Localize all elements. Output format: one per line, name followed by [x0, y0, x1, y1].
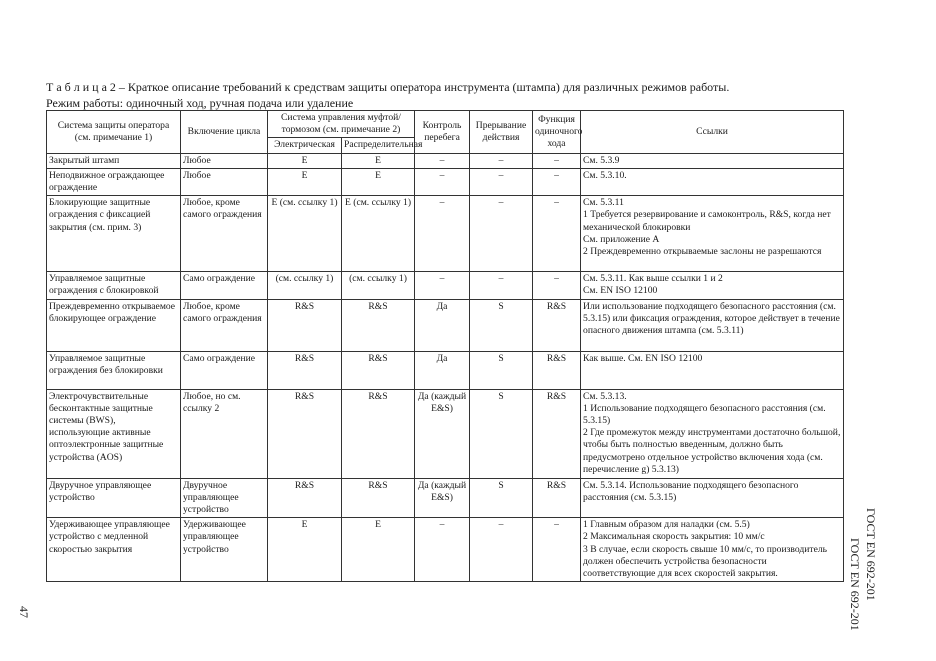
cell-single: –: [533, 168, 581, 195]
cell-system: Преждевременно открываемое блокирующее ограждение: [47, 299, 181, 351]
reference-line: См. 5.3.14. Использование подходящего безопасного расстояния (см. 5.3.15): [583, 479, 799, 503]
reference-line: 1 Использование подходящего безопасного расстояния (см. 5.3.15): [583, 402, 826, 427]
cell-ctrl: –: [415, 518, 470, 582]
cell-single: R&S: [533, 389, 581, 478]
cell-system: Удерживающее управляющее устройство с медленной скоростью закрытия: [47, 518, 181, 582]
cell-references: [581, 168, 844, 195]
reference-line: См. 5.3.10.: [583, 169, 627, 181]
header-distributing: Распределительная: [342, 138, 415, 153]
header-overrun: Контроль перебега: [415, 111, 470, 154]
reference-line: См. 5.3.9: [583, 154, 620, 166]
cell-ctrl: Да: [415, 299, 470, 351]
cell-dist: R&S: [342, 478, 415, 518]
cell-cycle: Само ограждение: [181, 272, 268, 299]
cell-single: –: [533, 272, 581, 299]
cell-cycle: Само ограждение: [181, 351, 268, 389]
table-row: [47, 153, 844, 168]
cell-system: Закрытый штамп: [47, 153, 181, 168]
header-interrupt: Прерывание действия: [470, 111, 533, 154]
header-control-system: Система управления муфтой/тормозом (см. примечание 2): [268, 111, 415, 138]
reference-line: 3 В случае, если скорость свыше 10 мм/с, то производитель должен обеспечить устройства безопасности соответствующие для всех скоростей закрытия.: [583, 543, 828, 580]
cell-references: [581, 299, 844, 351]
cell-el: R&S: [268, 389, 342, 478]
cell-intr: –: [470, 518, 533, 582]
cell-dist: R&S: [342, 351, 415, 389]
reference-line: См. EN ISO 12100: [583, 285, 658, 297]
header-electric: Электрическая: [268, 138, 342, 153]
cell-cycle: Любое: [181, 153, 268, 168]
cell-system: Блокирующие защитные ограждения с фиксацией закрытия (см. прим. 3): [47, 196, 181, 272]
cell-system: Неподвижное ограждающее ограждение: [47, 168, 181, 195]
cell-el: Е: [268, 518, 342, 582]
cell-el: Е: [268, 153, 342, 168]
requirements-table: [46, 110, 844, 582]
cell-single: –: [533, 196, 581, 272]
reference-line: 1 Требуется резервирование и самоконтроль, R&S, когда нет механической блокировки: [583, 209, 831, 233]
cell-cycle: Любое, кроме самого ограждения: [181, 196, 268, 272]
caption-title: Т а б л и ц а 2 – Краткое описание требований к средствам защиты оператора инструмента (штампа) для различных режимов работы.: [46, 80, 730, 94]
cell-single: R&S: [533, 299, 581, 351]
reference-line: Или использование подходящего безопасного расстояния (см. 5.3.15) или фиксация ограждения, которое действует в течение опасного движения штампа (см. 5.3.11): [583, 300, 840, 337]
caption-mode: Режим работы: одиночный ход, ручная подача или удаление: [46, 96, 354, 110]
cell-cycle: Двуручное управляющее устройство: [181, 478, 268, 518]
table-caption: [46, 79, 826, 111]
cell-cycle: Любое, но см. ссылку 2: [181, 389, 268, 478]
cell-intr: –: [470, 168, 533, 195]
table-row: [47, 299, 844, 351]
cell-dist: Е: [342, 518, 415, 582]
standard-label-b: ГОСТ EN 692-201: [864, 508, 878, 601]
table-row: [47, 389, 844, 478]
cell-dist: Е (см. ссылку 1): [342, 196, 415, 272]
cell-dist: R&S: [342, 299, 415, 351]
cell-dist: Е: [342, 153, 415, 168]
page-number: 47: [17, 606, 31, 618]
table-row: [47, 272, 844, 299]
table-row: [47, 168, 844, 195]
cell-system: Электрочувствительные бесконтактные защитные системы (BWS), использующие активные оптоэлектронные защитные устройства (AOS): [47, 389, 181, 478]
cell-intr: –: [470, 272, 533, 299]
cell-system: Двуручное управляющее устройство: [47, 478, 181, 518]
cell-references: [581, 518, 844, 582]
cell-cycle: Любое: [181, 168, 268, 195]
header-single-stroke: Функция одиночного хода: [533, 111, 581, 154]
cell-intr: S: [470, 351, 533, 389]
cell-references: [581, 351, 844, 389]
table-row: [47, 196, 844, 272]
cell-references: [581, 478, 844, 518]
reference-line: Как выше. См. EN ISO 12100: [583, 352, 703, 364]
cell-intr: –: [470, 196, 533, 272]
cell-el: R&S: [268, 299, 342, 351]
cell-ctrl: –: [415, 153, 470, 168]
cell-dist: Е: [342, 168, 415, 195]
cell-system: Управляемое защитные ограждения с блокировкой: [47, 272, 181, 299]
reference-line: 2 Максимальная скорость закрытия: 10 мм/с: [583, 531, 765, 543]
cell-ctrl: –: [415, 168, 470, 195]
cell-intr: S: [470, 478, 533, 518]
standard-label-a: ГОСТ EN 692-201: [848, 538, 862, 631]
cell-dist: (см. ссылку 1): [342, 272, 415, 299]
cell-ctrl: –: [415, 272, 470, 299]
cell-ctrl: Да (каждый E&S): [415, 478, 470, 518]
header-system: Система защиты оператора (см. примечание 1): [47, 111, 181, 154]
cell-references: [581, 153, 844, 168]
cell-el: R&S: [268, 478, 342, 518]
cell-intr: S: [470, 299, 533, 351]
cell-cycle: Любое, кроме самого ограждения: [181, 299, 268, 351]
cell-dist: R&S: [342, 389, 415, 478]
cell-single: –: [533, 153, 581, 168]
cell-cycle: Удерживающее управляющее устройство: [181, 518, 268, 582]
reference-line: См. приложение А: [583, 233, 660, 245]
cell-references: [581, 272, 844, 299]
header-cycle: Включение цикла: [181, 111, 268, 154]
cell-ctrl: Да: [415, 351, 470, 389]
reference-line: См. 5.3.11. Как выше ссылки 1 и 2: [583, 273, 723, 285]
table-row: [47, 478, 844, 518]
table-row: [47, 351, 844, 389]
cell-system: Управляемое защитные ограждения без блокировки: [47, 351, 181, 389]
cell-intr: –: [470, 153, 533, 168]
cell-el: Е: [268, 168, 342, 195]
header-references: Ссылки: [581, 111, 844, 154]
cell-single: –: [533, 518, 581, 582]
cell-single: R&S: [533, 351, 581, 389]
cell-references: [581, 196, 844, 272]
reference-line: 1 Главным образом для наладки (см. 5.5): [583, 519, 750, 531]
reference-line: См. 5.3.13.: [583, 390, 627, 402]
cell-el: Е (см. ссылку 1): [268, 196, 342, 272]
cell-intr: S: [470, 389, 533, 478]
reference-line: 2 Преждевременно открываемые заслоны не разрешаются: [583, 246, 822, 258]
cell-references: [581, 389, 844, 478]
cell-single: R&S: [533, 478, 581, 518]
cell-ctrl: Да (каждый E&S): [415, 389, 470, 478]
reference-line: См. 5.3.11: [583, 197, 624, 209]
reference-line: 2 Где промежуток между инструментами достаточно большой, чтобы быть полностью введенным, должно быть предусмотрено отдельное устройство включения хода (см. перечисление g) 5.3.13): [583, 427, 841, 475]
cell-el: (см. ссылку 1): [268, 272, 342, 299]
table-row: [47, 518, 844, 582]
cell-ctrl: –: [415, 196, 470, 272]
cell-el: R&S: [268, 351, 342, 389]
